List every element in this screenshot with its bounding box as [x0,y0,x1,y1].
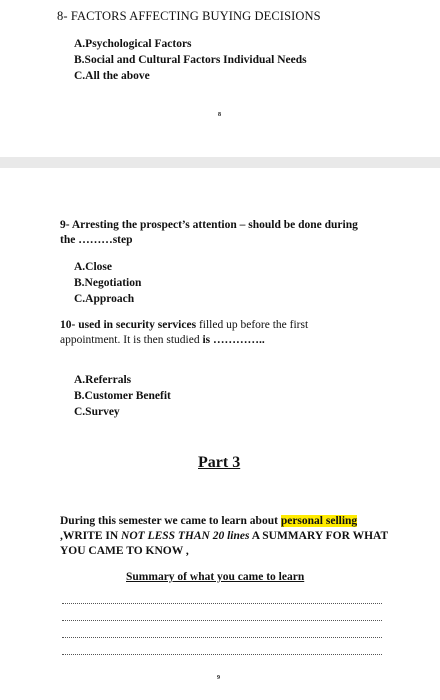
page-number: 8 [218,112,221,118]
q8-option-a: A.Psychological Factors [74,38,192,50]
page-1 [0,0,440,157]
summary-title: Summary of what you came to learn [126,571,305,583]
q10-option-b: B.Customer Benefit [74,390,171,402]
para-start: During this semester we came to learn about [60,515,281,527]
q10-bold-end: is ………….. [202,334,265,346]
q9-option-b: B.Negotiation [74,277,142,289]
q9-option-c: C.Approach [74,293,135,305]
page-2 [0,168,440,700]
q8-option-b: B.Social and Cultural Factors Individual Needs [74,54,307,66]
q9-option-a: A.Close [74,261,113,273]
para-mid2: A SUMMARY FOR WHAT YOU CAME TO KNOW , [60,530,388,557]
part-3-instructions [60,514,390,559]
question-10-text [60,318,340,348]
q8-option-c: C.All the above [74,70,150,82]
q10-middle: filled up before the first appointment. It is then studied [60,319,309,346]
para-italic: NOT LESS THAN 20 lines [121,530,250,542]
answer-line-2 [62,620,382,621]
answer-line-1 [62,603,382,604]
q10-option-a: A.Referrals [74,374,132,386]
part-3-title: Part 3 [198,454,241,471]
q10-bold-start: 10- used in security services [60,319,197,331]
question-9-text: 9- Arresting the prospect’s attention – should be done during the ………step [60,219,358,246]
q10-option-c: C.Survey [74,406,120,418]
answer-line-3 [62,637,382,638]
para-highlight: personal selling [280,515,358,527]
para-mid1: ,WRITE IN [60,530,122,542]
question-8-heading: 8- FACTORS AFFECTING BUYING DECISIONS [57,9,321,23]
page-number-2: 9 [217,675,220,681]
answer-line-4 [62,654,382,655]
